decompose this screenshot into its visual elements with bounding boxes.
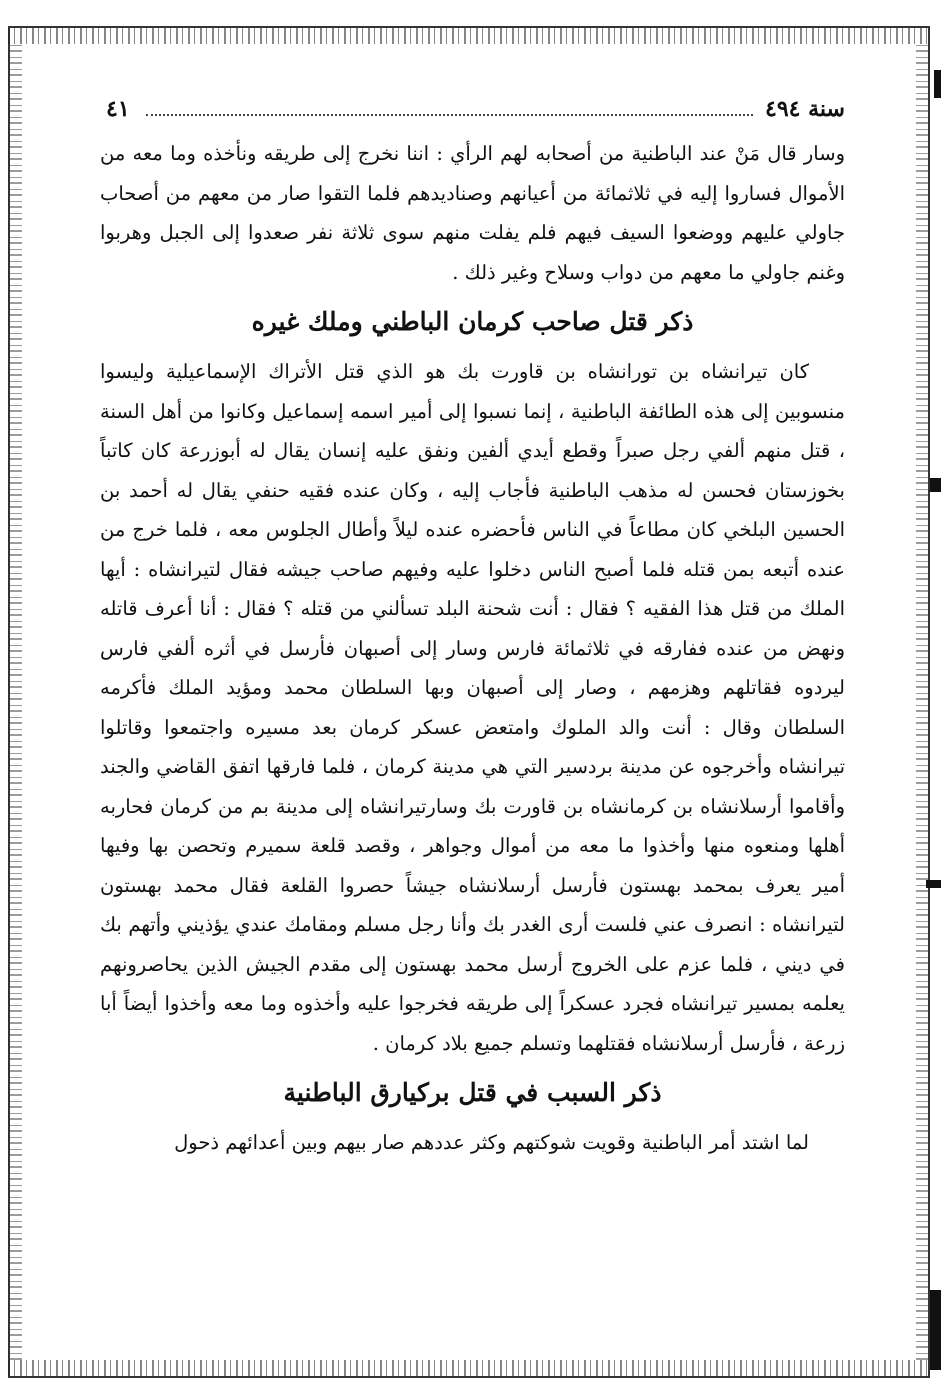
scan-mark-top xyxy=(934,70,941,98)
intro-paragraph: وسار قال مَنْ عند الباطنية من أصحابه لهم الرأي : اننا نخرج إلى طريقه ونأخذه وما معه من الأموال فساروا إليه في ثلاثمائة من أعيانهم وصناديدهم فلما التقوا صار من معهم من أصحاب جاولي عليهم ووضعوا السيف فيهم فلم يفلت منهم سوى ثلاثة نفر صعدوا إلى الجبل وهربوا وغنم جاولي ما معهم من دواب وسلاح وغير ذلك . xyxy=(100,142,845,284)
section-heading-barkiyaruq: ذكر السبب في قتل بركيارق الباطنية xyxy=(283,1078,662,1107)
ornamental-border-right xyxy=(916,44,928,1360)
closing-line: لما اشتد أمر الباطنية وقويت شوكتهم وكثر عددهم صار بيهم وبين أعدائهم ذحول xyxy=(174,1131,809,1154)
header-dotted-leader xyxy=(146,114,753,116)
scan-mark-lower xyxy=(926,880,941,888)
running-header xyxy=(100,92,845,134)
ornamental-border-left xyxy=(10,44,22,1360)
ornamental-border-bottom xyxy=(8,1360,930,1376)
header-year: سنة ٤٩٤ xyxy=(765,96,845,122)
document-page xyxy=(100,92,845,1362)
section-heading-kirman: ذكر قتل صاحب كرمان الباطني وملك غيره xyxy=(251,307,694,336)
scan-mark-middle xyxy=(930,478,941,492)
ornamental-border-top xyxy=(8,28,930,44)
page-number: ٤١ xyxy=(106,96,130,122)
scan-mark-bottom xyxy=(930,1290,941,1370)
body-paragraph: كان تيرانشاه بن تورانشاه بن قاورت بك هو الذي قتل الأتراك الإسماعيلية وليسوا منسوبين إلى هذه الطائفة الباطنية ، إنما نسبوا إلى أمير اسمه إسماعيل وكانوا من أهل السنة ، قتل منهم ألفي رجل صبراً وقطع أيدي ألفين ونفق عليه إنسان يقال له أبوزرعة كان كاتباً بخوزستان فحسن له مذهب الباطنية فأجاب إليه ، وكان عنده فقيه حنفي يقال له أحمد بن الحسين البلخي كان مطاعاً في الناس فأحضره عنده ليلاً وأطال الجلوس معه ، فلما خرج من عنده أتبعه بمن قتله فلما أصبح الناس دخلوا عليه وفيهم صاحب جيشه فقال لتيرانشاه : أيها الملك من قتل هذا الفقيه ؟ فقال : أنت شحنة البلد تسألني من قتله ؟ فقال : أنا أعرف قاتله ونهض من عنده ففارقه في ثلاثمائة فارس وسار إلى أصبهان فأرسل في أثره ألفي فارس ليردوه فقاتلهم وهزمهم ، وصار إلى أصبهان وبها السلطان محمد ومؤيد الملك فأكرمه السلطان وقال : أنت والد الملوك وامتعض عسكر كرمان بعد مسيره واجتمعوا وقاتلوا تيرانشاه وأخرجوه عن مدينة بردسير التي هي مدينة كرمان ، فلما فارقها اتفق القاضي والجند وأقاموا أرسلانشاه بن كرمانشاه بن قاورت بك وسارتيرانشاه إلى مدينة بم من كرمان فحاربه أهلها ومنعوه منها وأخذوا ما معه من أموال وجواهر ، وقصد قلعة سميرم وتحصن بها وفيها أمير يعرف بمحمد بهستون فأرسل أرسلانشاه جيشاً حصروا القلعة فقال محمد بهستون لتيرانشاه : انصرف عني فلست أرى الغدر بك وأنا رجل مسلم ومقامك عندي يؤذيني وأتهم بك في ديني ، فلما عزم على الخروج أرسل محمد بهستون إلى مقدم الجيش الذين يحاصرونهم يعلمه بمسير تيرانشاه فجرد عسكراً إلى طريقه فخرجوا عليه وأخذوه وما معه وأخذوا أيضاً أبا زرعة ، فأرسل أرسلانشاه فقتلهما وتسلم جميع بلاد كرمان . xyxy=(100,360,845,1055)
